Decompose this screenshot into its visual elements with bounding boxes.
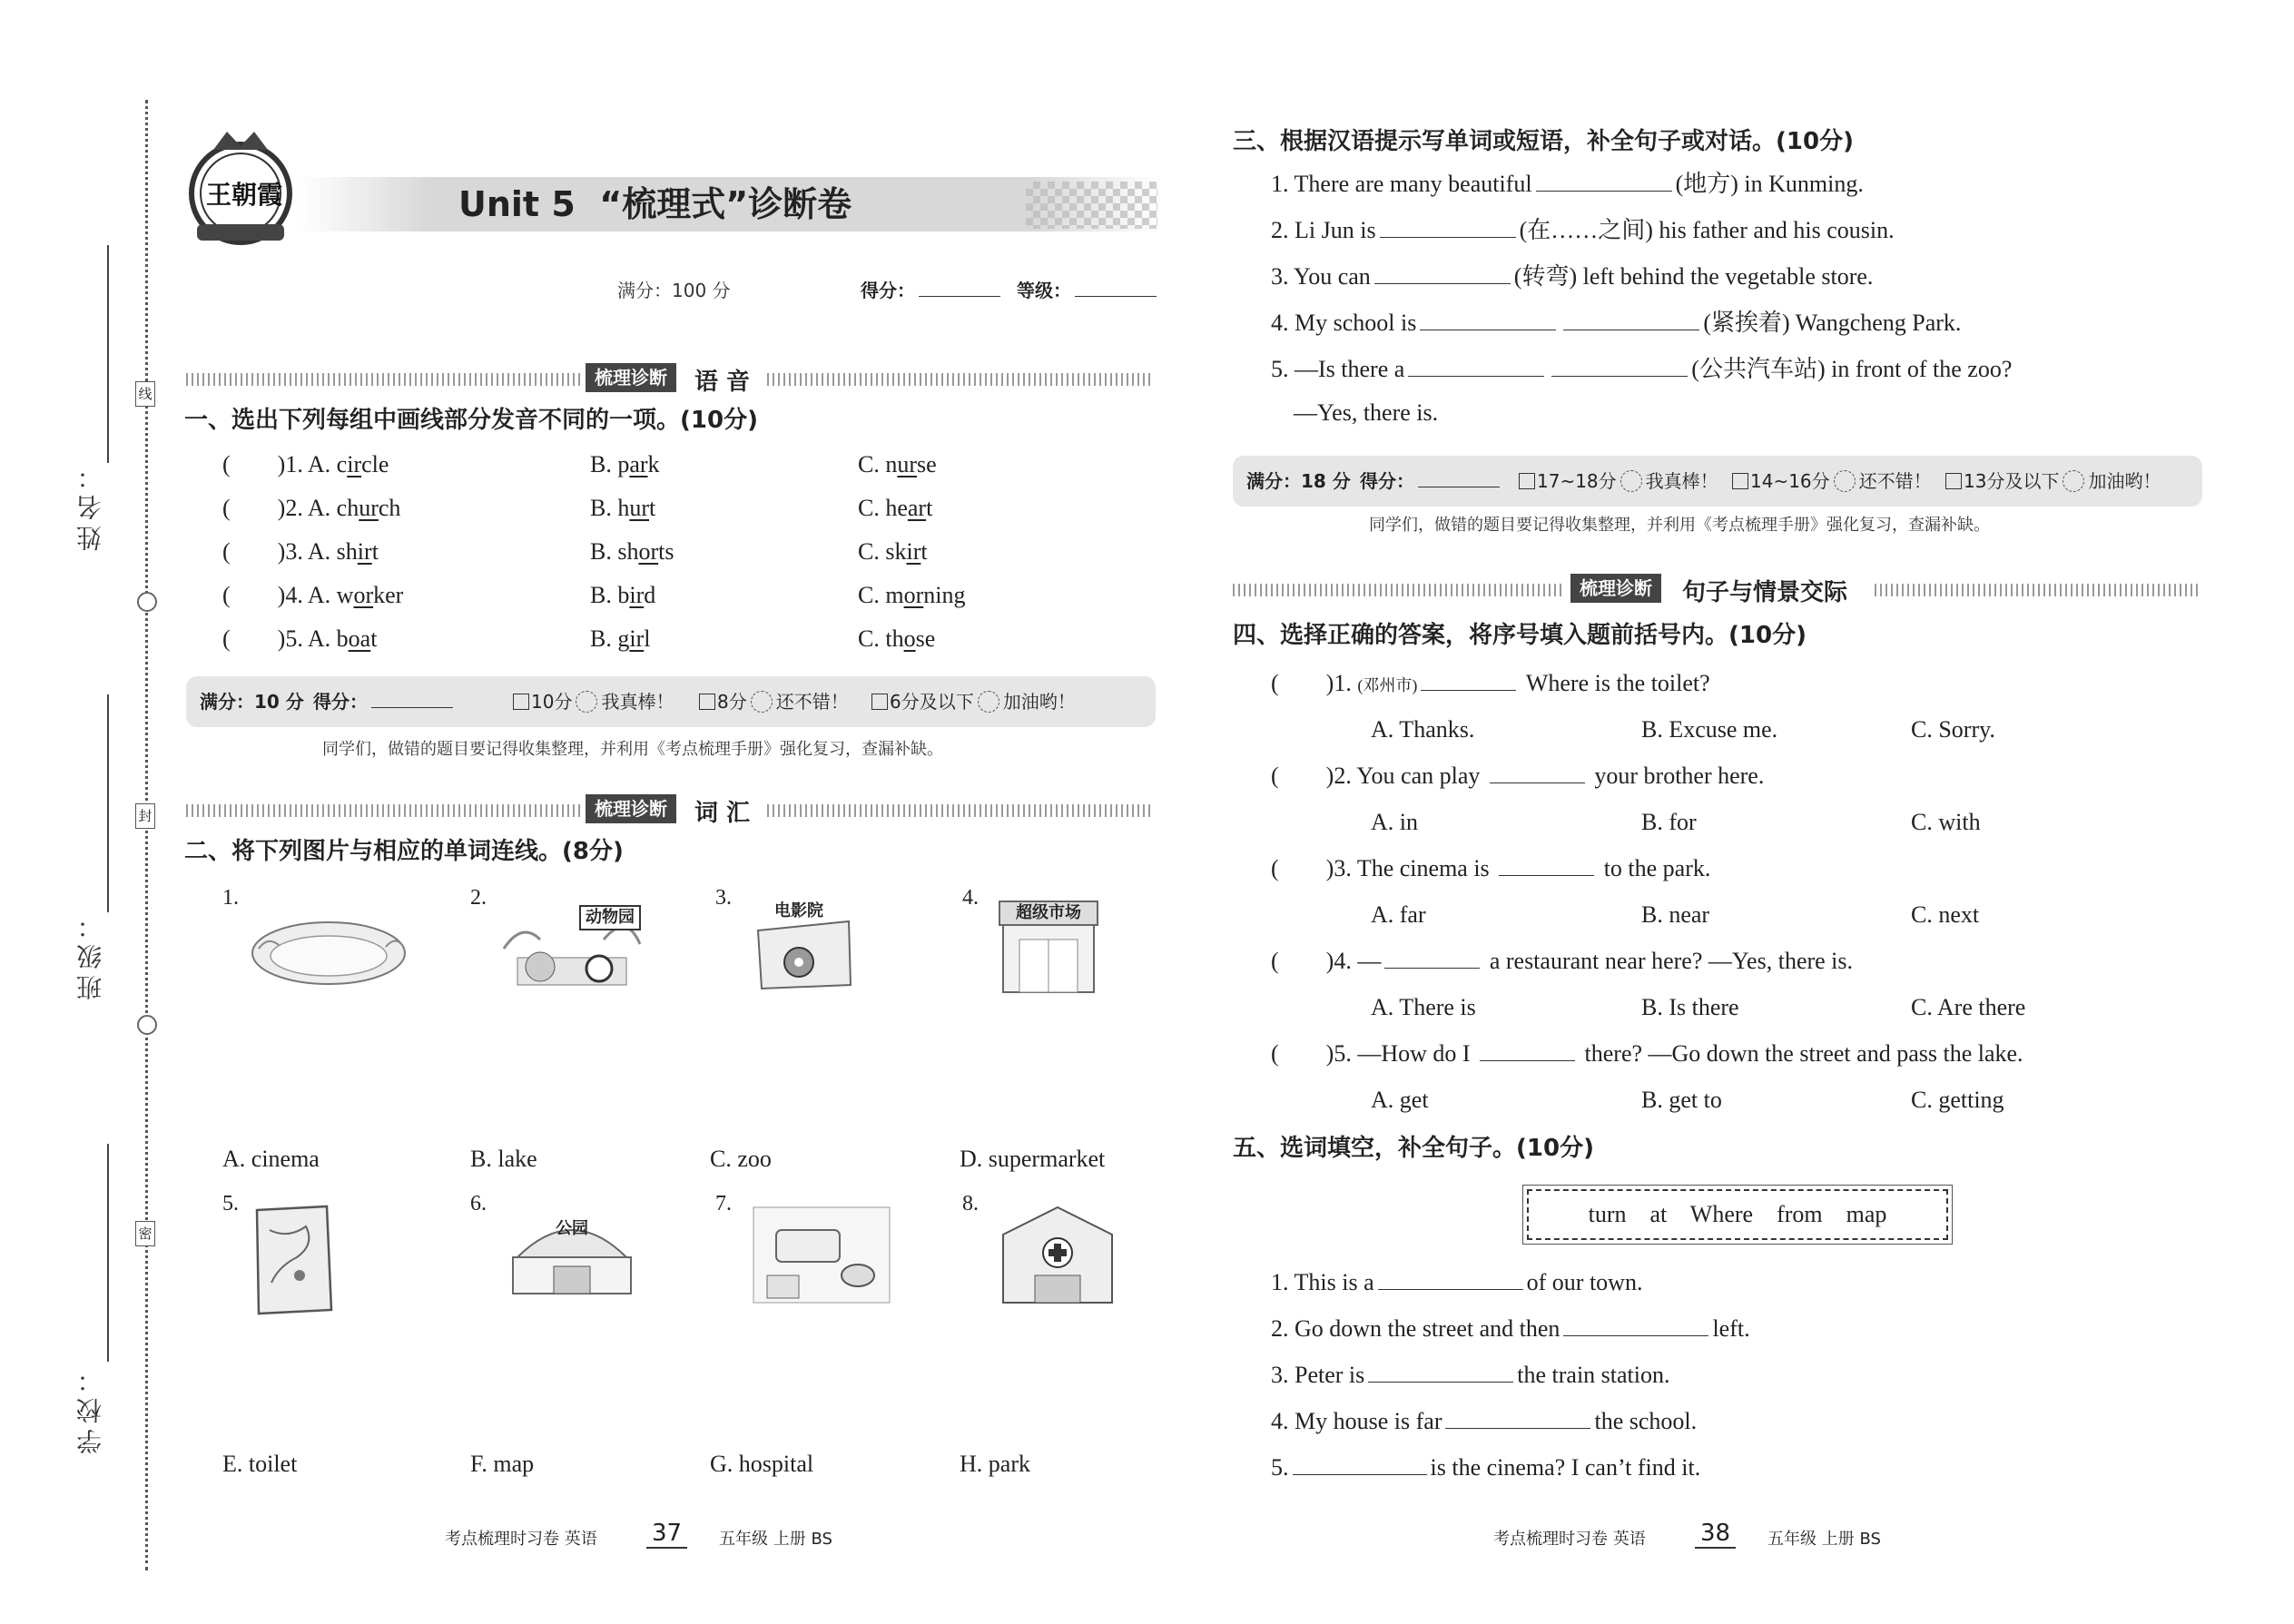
item-number: ( )5. A. (222, 625, 337, 652)
word-bank-words: turn at Where from map (1588, 1201, 1887, 1227)
word-part: ch (378, 495, 401, 521)
score-full: 满分：18 分 (1246, 470, 1351, 492)
footer-left-grade: 五年级 上册 BS (719, 1530, 832, 1549)
q2-title: 二、将下列图片与相应的单词连线。(8分) (184, 838, 624, 865)
underlined-letters: ur (629, 495, 650, 521)
pic-number: 1. (222, 886, 239, 910)
phonics-item-a (222, 582, 403, 609)
phonics-item-b (590, 538, 674, 566)
answer-blank[interactable] (1536, 190, 1672, 192)
word-part: ning (923, 582, 966, 608)
word-part: C. m (858, 582, 904, 608)
phonics-item-b (590, 451, 660, 478)
question-source: (邓州市) (1357, 676, 1418, 694)
answer-option[interactable]: A. in (1371, 809, 1418, 835)
smile-icon (1834, 470, 1856, 492)
answer-option[interactable]: A. There is (1371, 994, 1476, 1020)
supermarket-sign: 超级市场 (1016, 903, 1081, 922)
question-number: ( )2. You can play (1271, 763, 1486, 789)
sentence-end: the school. (1594, 1408, 1698, 1434)
checkbox[interactable] (1945, 473, 1962, 489)
score-option-3: 13分及以下 加油哟！ (1945, 470, 2161, 492)
word-part: sh (336, 538, 358, 565)
score-got: 得分： (1360, 470, 1503, 492)
answer-option[interactable]: C. with (1911, 809, 1981, 835)
word-part: k (647, 451, 660, 477)
answer-option[interactable]: B. for (1641, 809, 1697, 835)
answer-option[interactable]: B. get to (1641, 1087, 1722, 1113)
answer-blank[interactable] (1499, 874, 1594, 876)
answer-option[interactable]: A. far (1371, 901, 1426, 928)
sentence-end: the train station. (1517, 1362, 1670, 1388)
sentence-start: 5. —Is there a (1271, 356, 1405, 382)
question-text: Where is the toilet? (1520, 670, 1710, 696)
word-option: E. toilet (222, 1451, 298, 1477)
cinema-picture (749, 894, 858, 994)
answer-option[interactable]: A. Thanks. (1371, 716, 1475, 743)
word-part: t (921, 538, 928, 565)
smile-icon (2063, 470, 2084, 492)
word-fill-item (1271, 1362, 1670, 1389)
binding-dotted-line (145, 100, 148, 1570)
name-line (107, 245, 109, 463)
underlined-letters: ir (629, 625, 645, 652)
toilet-picture (749, 1203, 894, 1307)
pic-number: 5. (222, 1192, 239, 1216)
cinema-sign: 电影院 (774, 901, 823, 920)
phonics-item-a (222, 625, 377, 653)
answer-blank[interactable] (1421, 689, 1516, 691)
underlined-letters: or (903, 582, 924, 608)
underlined-letters: ir (629, 582, 645, 608)
answer-option[interactable]: C. Are there (1911, 994, 2026, 1020)
fill-blank-item (1271, 356, 2012, 383)
sentence-start: 3. Peter is (1271, 1362, 1365, 1388)
sentence-hint: (转弯) left behind the vegetable store. (1513, 263, 1874, 290)
word-part: C. n (858, 451, 898, 477)
question-stem (1271, 670, 1710, 697)
section-name: 句子与情景交际 (1682, 579, 1848, 606)
grade-label: 等级： (1017, 280, 1160, 301)
question-text: to the park. (1598, 855, 1711, 881)
word-part: b (336, 625, 349, 652)
review-note: 同学们，做错的题目要记得收集整理，并利用《考点梳理手册》强化复习，查漏补缺。 (1369, 516, 1990, 535)
phonics-item-c (858, 538, 928, 566)
fill-blank-item (1271, 263, 1873, 290)
q4-title: 四、选择正确的答案，将序号填入题前括号内。(10分) (1233, 622, 1807, 649)
word-part: C. th (858, 625, 904, 652)
word-part: ch (336, 495, 359, 521)
question-stem (1271, 948, 1853, 975)
checkbox[interactable] (871, 694, 888, 710)
word-part: B. p (590, 451, 630, 477)
sentence-start: 3. You can (1271, 263, 1371, 290)
answer-blank[interactable] (1480, 1059, 1575, 1061)
checkbox[interactable] (1519, 473, 1535, 489)
checkbox[interactable] (513, 694, 529, 710)
smile-icon (576, 691, 597, 713)
word-part: cle (361, 451, 389, 477)
word-part: B. g (590, 625, 630, 652)
answer-option[interactable]: C. getting (1911, 1087, 2004, 1113)
word-fill-item (1271, 1408, 1697, 1435)
section-tag: 梳理诊断 (1570, 574, 1661, 603)
fill-blank-item (1271, 310, 1961, 337)
name-label: 姓名： (75, 458, 105, 551)
section-divider (767, 804, 1153, 817)
seal-char: 线 (135, 381, 155, 407)
pic-number: 8. (962, 1192, 979, 1216)
word-fill-item (1271, 1315, 1750, 1343)
question-number: ( )1. (1271, 670, 1358, 696)
section-divider (767, 373, 1153, 386)
section-name: 语 音 (694, 369, 751, 396)
fill-blank-item (1271, 171, 1864, 198)
school-label: 学校： (75, 1362, 105, 1454)
class-label: 班级： (75, 908, 105, 1000)
answer-blank[interactable] (1445, 1427, 1590, 1429)
score-full: 满分：10 分 (200, 691, 304, 713)
question-text: a restaurant near here? —Yes, there is. (1483, 948, 1854, 974)
section-divider (186, 804, 581, 817)
seal-char: 密 (135, 1221, 155, 1246)
word-option: A. cinema (222, 1146, 320, 1172)
answer-blank[interactable] (1380, 236, 1516, 238)
underlined-letters: o (903, 625, 916, 652)
word-part: se (915, 625, 936, 652)
word-part: l (644, 625, 651, 652)
phonics-item-a (222, 495, 400, 522)
answer-option[interactable]: B. near (1641, 901, 1710, 928)
underlined-letters: oa (348, 625, 371, 652)
smile-icon (978, 691, 999, 713)
answer-blank[interactable] (1420, 329, 1556, 330)
word-fill-item (1271, 1454, 1700, 1481)
item-number: ( )4. A. (222, 582, 337, 608)
answer-option[interactable]: B. Is there (1641, 994, 1739, 1020)
phonics-item-b (590, 582, 655, 609)
q1-title: 一、选出下列每组中画线部分发音不同的一项。(10分) (184, 407, 758, 434)
sentence-start: 4. My house is far (1271, 1408, 1442, 1434)
phonics-item-c (858, 582, 965, 609)
answer-option[interactable]: A. get (1371, 1087, 1429, 1113)
footer-right-text: 考点梳理时习卷 英语 (1493, 1530, 1646, 1549)
word-part: B. h (590, 495, 630, 521)
answer-blank[interactable] (1490, 782, 1585, 783)
pic-number: 7. (715, 1192, 732, 1216)
score-option-3: 6分及以下 加油哟！ (871, 691, 1076, 713)
word-part: C. sk (858, 538, 907, 565)
sentence-hint: (紧挨着) Wangcheng Park. (1703, 310, 1962, 336)
page-number: 37 (646, 1520, 687, 1549)
q5-title: 五、选词填空，补全句子。(10分) (1233, 1135, 1594, 1162)
word-option: D. supermarket (960, 1146, 1106, 1172)
fill-blank-item (1271, 217, 1895, 244)
word-bank (1527, 1189, 1948, 1240)
answer-blank[interactable] (1384, 967, 1480, 969)
zoo-sign: 动物园 (579, 905, 641, 930)
checkbox[interactable] (1732, 473, 1748, 489)
word-part: w (336, 582, 354, 608)
section-name: 词 汇 (694, 800, 751, 827)
word-part: d (644, 582, 656, 608)
sentence-start: 1. This is a (1271, 1269, 1374, 1295)
park-sign: 公园 (556, 1219, 588, 1238)
answer-option[interactable]: C. Sorry. (1911, 716, 1995, 743)
phonics-item-b (590, 495, 655, 522)
phonics-item-c (858, 495, 932, 522)
footer-left-text: 考点梳理时习卷 英语 (445, 1530, 597, 1549)
answer-blank[interactable] (1408, 375, 1544, 377)
pic-number: 6. (470, 1192, 487, 1216)
full-score: 满分：100 分 (617, 280, 731, 301)
underlined-letters: or (353, 582, 374, 608)
section-divider (186, 373, 581, 386)
phonics-item-b (590, 625, 650, 653)
review-note: 同学们，做错的题目要记得收集整理，并利用《考点梳理手册》强化复习，查漏补缺。 (322, 740, 943, 759)
word-option: H. park (960, 1451, 1030, 1477)
phonics-item-c (858, 451, 937, 478)
score-bar (186, 676, 1156, 727)
smile-icon (751, 691, 773, 713)
word-part: c (336, 451, 348, 477)
item-number: ( )2. A. (222, 495, 337, 521)
sentence-start: 5. (1271, 1454, 1289, 1481)
pic-number: 2. (470, 886, 487, 910)
underlined-letters: ir (357, 538, 372, 565)
section-tag: 梳理诊断 (586, 794, 676, 823)
answer-blank[interactable] (1563, 329, 1699, 330)
sentence-hint: (在……之间) his father and his cousin. (1519, 217, 1895, 243)
map-picture (250, 1203, 336, 1316)
word-option: C. zoo (710, 1146, 772, 1172)
logo-text: 王朝霞 (206, 180, 283, 210)
sentence-hint: (地方) in Kunming. (1675, 171, 1864, 197)
word-part: t (371, 538, 379, 565)
sentence-end: of our town. (1526, 1269, 1643, 1295)
word-part: ker (373, 582, 404, 608)
answer-blank[interactable] (1293, 1473, 1427, 1475)
sentence-start: 4. My school is (1271, 310, 1417, 336)
question-text: your brother here. (1588, 763, 1765, 789)
sentence-start: 1. There are many beautiful (1271, 171, 1532, 197)
question-number: ( )5. —How do I (1271, 1040, 1477, 1067)
question-number: ( )4. — (1271, 948, 1382, 974)
question-stem (1271, 855, 1710, 882)
word-part: se (917, 451, 937, 477)
score-option-1: 10分 我真棒！ (513, 691, 674, 713)
word-part: t (649, 495, 656, 521)
score-option-2: 14~16分 还不错！ (1732, 470, 1932, 492)
item-number: ( )3. A. (222, 538, 337, 565)
underlined-letters: or (638, 538, 659, 565)
word-part: ts (658, 538, 674, 565)
school-line (107, 1144, 109, 1362)
score-bar (1233, 456, 2202, 507)
sentence-end: is the cinema? I can’t find it. (1430, 1454, 1701, 1481)
zoo-picture (499, 894, 645, 994)
lake-picture (250, 912, 409, 989)
answer-option[interactable]: B. Excuse me. (1641, 716, 1778, 743)
park-picture (499, 1203, 645, 1303)
answer-option[interactable]: C. next (1911, 901, 1980, 928)
word-part: B. b (590, 582, 630, 608)
binding-ring (137, 1015, 157, 1035)
answer-blank[interactable] (1368, 1381, 1513, 1383)
sentence-hint: (公共汽车站) in front of the zoo? (1691, 356, 2013, 382)
score-label: 得分： (861, 280, 1004, 301)
word-option: B. lake (470, 1146, 537, 1172)
phonics-item-a (222, 451, 389, 478)
underlined-letters: ar (907, 495, 927, 521)
underlined-letters: ur (897, 451, 918, 477)
hospital-picture (994, 1198, 1121, 1307)
item-number: ( )1. A. (222, 451, 337, 477)
q3-title: 三、根据汉语提示写单词或短语，补全句子或对话。(10分) (1233, 128, 1854, 155)
underlined-letters: ar (629, 451, 648, 477)
supermarket-picture (994, 894, 1103, 994)
checker-decoration (1026, 182, 1157, 229)
sentence-end: left. (1712, 1315, 1750, 1342)
phonics-item-c (858, 625, 935, 653)
section-divider (1875, 584, 2201, 596)
section-tag: 梳理诊断 (586, 363, 676, 392)
question-text: there? —Go down the street and pass the lake. (1579, 1040, 2023, 1067)
word-part: t (926, 495, 933, 521)
checkbox[interactable] (699, 694, 715, 710)
pic-number: 3. (715, 886, 732, 910)
question-number: ( )3. The cinema is (1271, 855, 1496, 881)
section-divider (1233, 584, 1564, 596)
q3-answer-line: —Yes, there is. (1294, 399, 1439, 426)
word-fill-item (1271, 1269, 1642, 1296)
page-title: Unit 5 “梳理式”诊断卷 (458, 184, 852, 224)
underlined-letters: ur (359, 495, 379, 521)
score-option-1: 17~18分 我真棒！ (1519, 470, 1718, 492)
word-part: B. sh (590, 538, 639, 565)
underlined-letters: ir (347, 451, 362, 477)
class-line (107, 694, 109, 912)
answer-blank[interactable] (1551, 375, 1688, 377)
park-gate-icon (499, 1203, 645, 1303)
word-part: C. he (858, 495, 908, 521)
word-option: G. hospital (710, 1451, 814, 1477)
score-option-2: 8分 还不错！ (699, 691, 849, 713)
footer-right-grade: 五年级 上册 BS (1767, 1530, 1881, 1549)
smile-icon (1620, 470, 1642, 492)
sentence-start: 2. Li Jun is (1271, 217, 1376, 243)
binding-ring (137, 592, 157, 612)
answer-blank[interactable] (1374, 282, 1511, 284)
seal-char: 封 (135, 803, 155, 829)
answer-blank[interactable] (1563, 1334, 1708, 1336)
score-got: 得分： (313, 691, 457, 713)
word-part: t (370, 625, 378, 652)
word-option: F. map (470, 1451, 535, 1477)
sentence-start: 2. Go down the street and then (1271, 1315, 1561, 1342)
question-stem (1271, 763, 1764, 790)
underlined-letters: ir (906, 538, 921, 565)
pic-number: 4. (962, 886, 979, 910)
brand-logo (186, 123, 295, 250)
question-stem (1271, 1040, 2023, 1068)
page-number: 38 (1695, 1520, 1736, 1549)
phonics-item-a (222, 538, 379, 566)
answer-blank[interactable] (1378, 1288, 1523, 1290)
